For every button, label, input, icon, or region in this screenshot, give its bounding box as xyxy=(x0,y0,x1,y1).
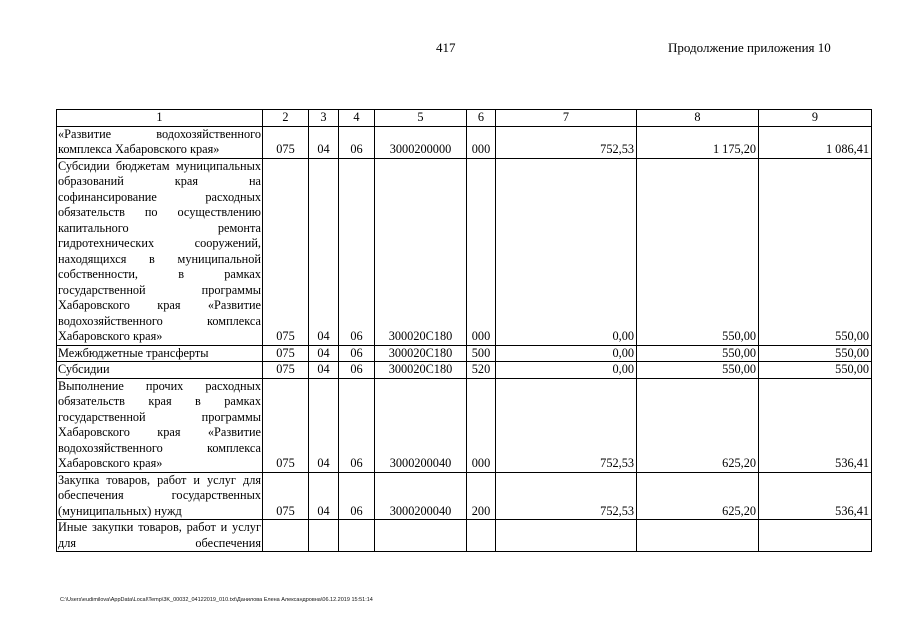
amount-col9: 1 086,41 xyxy=(759,126,872,158)
page-number: 417 xyxy=(436,40,456,55)
expense-name: Субсидии бюджетам муниципальных образований края на софинансирование расходных обязательств по осуществлению капитального ремонта гидротехнических сооружений, находящихся в муниципальной собственности, в рамках государственной программы Хабаровского края «Развитие водохозяйственного комплекса Хабаровского края» xyxy=(58,158,261,343)
amount-col8: 625,20 xyxy=(637,378,759,472)
amount-col8: 1 175,20 xyxy=(637,126,759,158)
amount-col9 xyxy=(759,520,872,552)
expense-type-code: 000 xyxy=(467,126,496,158)
expense-type-code: 000 xyxy=(467,378,496,472)
expense-name: Выполнение прочих расходных обязательств края в рамках государственной программы Хабаровского края «Развитие водохозяйственного комплекса Хабаровского края» xyxy=(58,378,261,470)
ministry-code: 075 xyxy=(263,472,309,520)
expense-name: Межбюджетные трансферты xyxy=(57,345,263,362)
target-article-code: 3000200000 xyxy=(375,126,467,158)
column-number: 9 xyxy=(759,110,872,127)
table-row xyxy=(57,378,872,472)
table-row xyxy=(57,158,872,345)
subsection-code: 06 xyxy=(339,158,375,345)
amount-col8: 550,00 xyxy=(637,345,759,362)
column-number: 7 xyxy=(496,110,637,127)
subsection-code xyxy=(339,520,375,552)
expense-type-code: 500 xyxy=(467,345,496,362)
budget-table xyxy=(56,109,872,552)
amount-col8 xyxy=(637,520,759,552)
column-number: 1 xyxy=(57,110,263,127)
table-row xyxy=(57,345,872,362)
target-article-code: 3000200040 xyxy=(375,378,467,472)
amount-col7: 752,53 xyxy=(496,472,637,520)
subsection-code: 06 xyxy=(339,472,375,520)
expense-type-code: 520 xyxy=(467,362,496,379)
amount-col8: 625,20 xyxy=(637,472,759,520)
section-code: 04 xyxy=(309,472,339,520)
expense-name: Иные закупки товаров, работ и услуг для обеспечения xyxy=(58,520,261,550)
ministry-code xyxy=(263,520,309,552)
amount-col9: 550,00 xyxy=(759,362,872,379)
expense-name: Субсидии xyxy=(57,362,263,379)
target-article-code: 300020С180 xyxy=(375,345,467,362)
amount-col9: 536,41 xyxy=(759,472,872,520)
amount-col7: 752,53 xyxy=(496,126,637,158)
amount-col7: 0,00 xyxy=(496,362,637,379)
column-number: 2 xyxy=(263,110,309,127)
subsection-code: 06 xyxy=(339,345,375,362)
target-article-code: 300020С180 xyxy=(375,158,467,345)
target-article-code: 3000200040 xyxy=(375,472,467,520)
amount-col7: 0,00 xyxy=(496,345,637,362)
column-number: 6 xyxy=(467,110,496,127)
amount-col9: 550,00 xyxy=(759,345,872,362)
amount-col9: 536,41 xyxy=(759,378,872,472)
ministry-code: 075 xyxy=(263,158,309,345)
ministry-code: 075 xyxy=(263,345,309,362)
subsection-code: 06 xyxy=(339,362,375,379)
expense-name: «Развитие водохозяйственного комплекса Хабаровского края» xyxy=(58,126,261,156)
amount-col7: 0,00 xyxy=(496,158,637,345)
expense-type-code: 200 xyxy=(467,472,496,520)
section-code: 04 xyxy=(309,362,339,379)
ministry-code: 075 xyxy=(263,362,309,379)
column-number-row xyxy=(57,110,872,127)
section-code: 04 xyxy=(309,126,339,158)
ministry-code: 075 xyxy=(263,126,309,158)
appendix-continuation-label: Продолжение приложения 10 xyxy=(668,40,831,55)
ministry-code: 075 xyxy=(263,378,309,472)
file-path-footer: C:\Users\eudimilova\AppData\Local\Temp\3K_00032_04122019_010.txt\Данилова Елена Александровна\06.12.2019 15:51:14 xyxy=(60,597,373,603)
table-row xyxy=(57,126,872,158)
target-article-code xyxy=(375,520,467,552)
section-code: 04 xyxy=(309,378,339,472)
column-number: 3 xyxy=(309,110,339,127)
section-code: 04 xyxy=(309,158,339,345)
amount-col7 xyxy=(496,520,637,552)
section-code xyxy=(309,520,339,552)
amount-col7: 752,53 xyxy=(496,378,637,472)
table-row xyxy=(57,472,872,520)
column-number: 8 xyxy=(637,110,759,127)
expense-type-code: 000 xyxy=(467,158,496,345)
section-code: 04 xyxy=(309,345,339,362)
amount-col8: 550,00 xyxy=(637,158,759,345)
column-number: 4 xyxy=(339,110,375,127)
expense-name: Закупка товаров, работ и услуг для обеспечения государственных (муниципальных) нужд xyxy=(58,472,261,518)
subsection-code: 06 xyxy=(339,378,375,472)
amount-col8: 550,00 xyxy=(637,362,759,379)
expense-type-code xyxy=(467,520,496,552)
column-number: 5 xyxy=(375,110,467,127)
amount-col9: 550,00 xyxy=(759,158,872,345)
target-article-code: 300020С180 xyxy=(375,362,467,379)
subsection-code: 06 xyxy=(339,126,375,158)
table-row xyxy=(57,362,872,379)
table-row xyxy=(57,520,872,552)
